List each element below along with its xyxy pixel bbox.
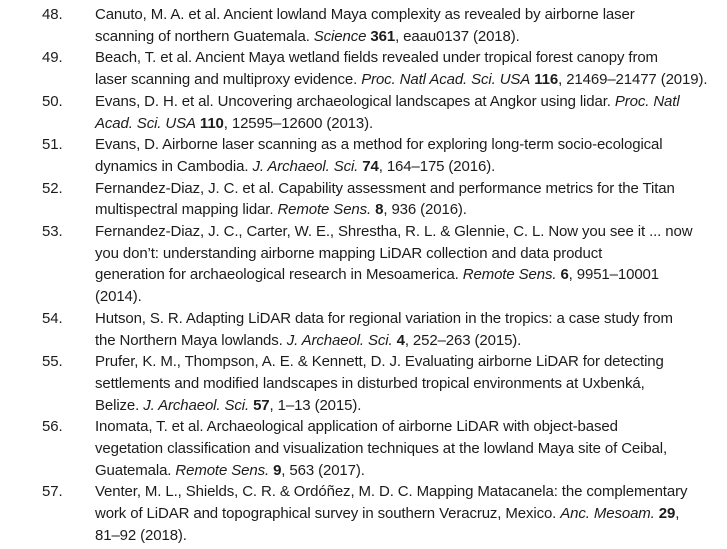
reference-text [95,221,707,308]
reference-segment: you don’t: understanding airborne mapping LiDAR collection and data product [95,244,603,262]
volume-number: 74 [362,157,379,175]
reference-segment: scanning of northern Guatemala. [95,27,314,45]
journal-name: J. Archaeol. Sci. [286,331,393,349]
volume-number: 116 [534,71,559,89]
reference-text [95,308,707,351]
reference-line [95,373,707,395]
reference-number: 50. [42,92,63,110]
reference-number: 55. [42,353,63,371]
reference-line [95,4,707,26]
reference-text [95,178,707,221]
reference-segment: , eaau0137 (2018). [395,27,520,45]
journal-name: Remote Sens. [462,266,557,284]
volume-number: 8 [375,201,384,219]
reference-segment: (2014). [95,288,142,306]
reference-segment: Hutson, S. R. Adapting LiDAR data for regional variation in the tropics: a case study from [95,309,673,327]
reference-item [42,351,707,416]
reference-segment: the Northern Maya lowlands. [95,331,287,349]
reference-number: 53. [42,223,63,241]
reference-segment: , 9951–10001 [568,266,659,284]
reference-line [95,503,707,525]
reference-line [95,416,707,438]
reference-item [42,308,707,351]
reference-segment: , 936 (2016). [383,201,467,219]
reference-line [95,156,707,178]
reference-segment: Belize. [95,396,144,414]
reference-number: 52. [42,179,63,197]
reference-segment: Venter, M. L., Shields, C. R. & Ordóñez, M. D. C. Mapping Matacanela: the complementary [95,483,688,501]
reference-text [95,134,707,177]
reference-segment: , [675,505,680,523]
reference-number: 49. [42,49,63,67]
journal-name: Anc. Mesoam. [560,505,655,523]
reference-segment: laser scanning and multiproxy evidence. [95,71,362,89]
reference-list [42,4,707,547]
reference-line [95,199,707,221]
reference-segment: Evans, D. Airborne laser scanning as a method for exploring long-term socio-ecological [95,136,663,154]
journal-name: Science [313,27,367,45]
reference-number: 56. [42,418,63,436]
reference-segment: , 252–263 (2015). [404,331,522,349]
reference-line [95,221,707,243]
volume-number: 6 [560,266,569,284]
reference-line [95,264,707,286]
reference-segment: settlements and modified landscapes in disturbed tropical environments at Uxbenká, [95,374,645,392]
reference-line [95,308,707,330]
reference-item [42,4,707,47]
reference-item [42,91,707,134]
reference-segment: Fernandez-Diaz, J. C., Carter, W. E., Shrestha, R. L. & Glennie, C. L. Now you see it ... now [95,223,693,241]
reference-segment: Prufer, K. M., Thompson, A. E. & Kennett, D. J. Evaluating airborne LiDAR for detecting [95,353,664,371]
reference-line [95,91,707,113]
volume-number: 29 [658,505,676,523]
volume-number: 57 [253,396,270,414]
reference-line [95,47,707,69]
reference-segment: , 21469–21477 (2019). [558,71,708,89]
reference-number: 48. [42,6,63,23]
reference-item [42,481,707,546]
reference-line [95,113,707,135]
reference-segment: 81–92 (2018). [95,526,187,544]
reference-line [95,395,707,417]
reference-text [95,481,707,546]
journal-name: Proc. Natl Acad. Sci. USA [361,71,531,89]
journal-name: Acad. Sci. USA [95,114,196,132]
reference-item [42,221,707,308]
reference-segment: Inomata, T. et al. Archaeological application of airborne LiDAR with object-based [95,418,618,436]
reference-text [95,47,707,90]
reference-segment: , 12595–12600 (2013). [223,114,374,132]
reference-segment: Guatemala. [95,461,176,479]
journal-name: Remote Sens. [175,461,269,479]
reference-number: 57. [42,483,63,501]
reference-segment: Fernandez-Diaz, J. C. et al. Capability assessment and performance metrics for the Titan [95,179,675,197]
reference-text [95,351,707,416]
reference-item [42,178,707,221]
journal-name: Remote Sens. [277,201,372,219]
volume-number: 110 [199,114,224,132]
reference-text [95,4,707,47]
reference-segment: Evans, D. H. et al. Uncovering archaeological landscapes at Angkor using lidar. [95,92,615,110]
reference-line [95,438,707,460]
reference-line [95,481,707,503]
reference-segment: generation for archaeological research in Mesoamerica. [95,266,463,284]
reference-line [95,460,707,482]
volume-number: 361 [370,27,396,45]
reference-line [95,69,707,91]
reference-text [95,416,707,481]
volume-number: 9 [273,461,282,479]
reference-segment: multispectral mapping lidar. [95,201,278,219]
journal-name: J. Archaeol. Sci. [252,157,359,175]
reference-segment: , 563 (2017). [281,461,365,479]
reference-item [42,134,707,177]
reference-segment: Canuto, M. A. et al. Ancient lowland Maya complexity as revealed by airborne laser [95,6,635,23]
volume-number: 4 [396,331,405,349]
reference-segment: , 164–175 (2016). [378,157,496,175]
reference-line [95,525,707,547]
reference-segment: , 1–13 (2015). [269,396,362,414]
reference-item [42,416,707,481]
reference-line [95,243,707,265]
reference-text [95,91,707,134]
journal-name: J. Archaeol. Sci. [143,396,250,414]
journal-name: Proc. Natl [614,92,680,110]
reference-line [95,286,707,308]
reference-line [95,330,707,352]
reference-number: 54. [42,309,63,327]
reference-number: 51. [42,136,63,154]
reference-segment: work of LiDAR and topographical survey in southern Veracruz, Mexico. [95,505,561,523]
reference-line [95,134,707,156]
reference-segment: vegetation classification and visualization techniques at the lowland Maya site of Ceibal, [95,440,668,458]
reference-item [42,47,707,90]
reference-segment: Beach, T. et al. Ancient Maya wetland fields revealed under tropical forest canopy from [95,49,658,67]
reference-line [95,26,707,48]
reference-line [95,178,707,200]
reference-line [95,351,707,373]
reference-segment: dynamics in Cambodia. [95,157,253,175]
